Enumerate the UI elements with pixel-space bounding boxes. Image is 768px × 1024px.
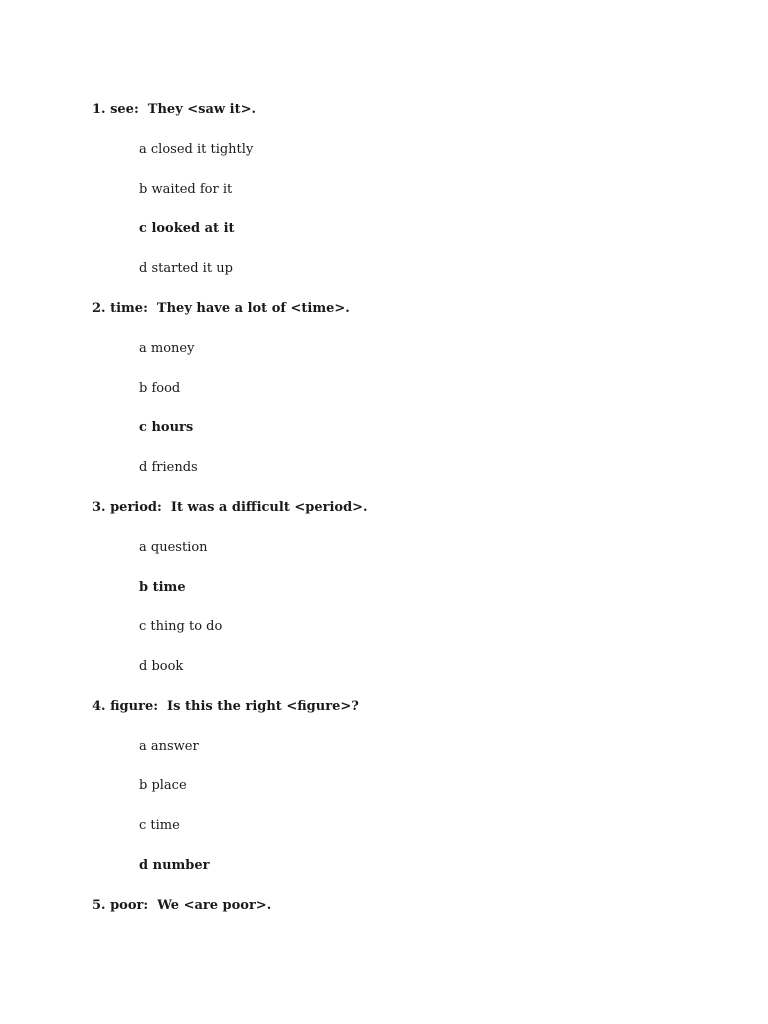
question-3-option-c: c thing to do (139, 619, 223, 634)
question-1-option-c: c looked at it (139, 221, 235, 236)
question-2-option-b: b food (139, 381, 181, 396)
question-2-option-a: a money (139, 341, 195, 356)
question-4-prompt: 4. figure: Is this the right <figure>? (92, 699, 359, 714)
question-1-prompt: 1. see: They <saw it>. (92, 102, 256, 117)
question-3-option-a: a question (139, 540, 208, 555)
question-4-option-d: d number (139, 858, 210, 873)
question-1-option-a: a closed it tightly (139, 142, 254, 157)
question-2-prompt: 2. time: They have a lot of <time>. (92, 301, 350, 316)
question-2-option-d: d friends (139, 460, 198, 475)
question-1-option-d: d started it up (139, 261, 233, 276)
question-4-option-c: c time (139, 818, 180, 833)
question-4-option-a: a answer (139, 739, 199, 754)
question-5-prompt: 5. poor: We <are poor>. (92, 898, 272, 913)
question-3-option-b: b time (139, 580, 186, 595)
question-1-option-b: b waited for it (139, 182, 233, 197)
question-4-option-b: b place (139, 778, 187, 793)
question-3-option-d: d book (139, 659, 184, 674)
question-3-prompt: 3. period: It was a difficult <period>. (92, 500, 368, 515)
question-2-option-c: c hours (139, 420, 194, 435)
